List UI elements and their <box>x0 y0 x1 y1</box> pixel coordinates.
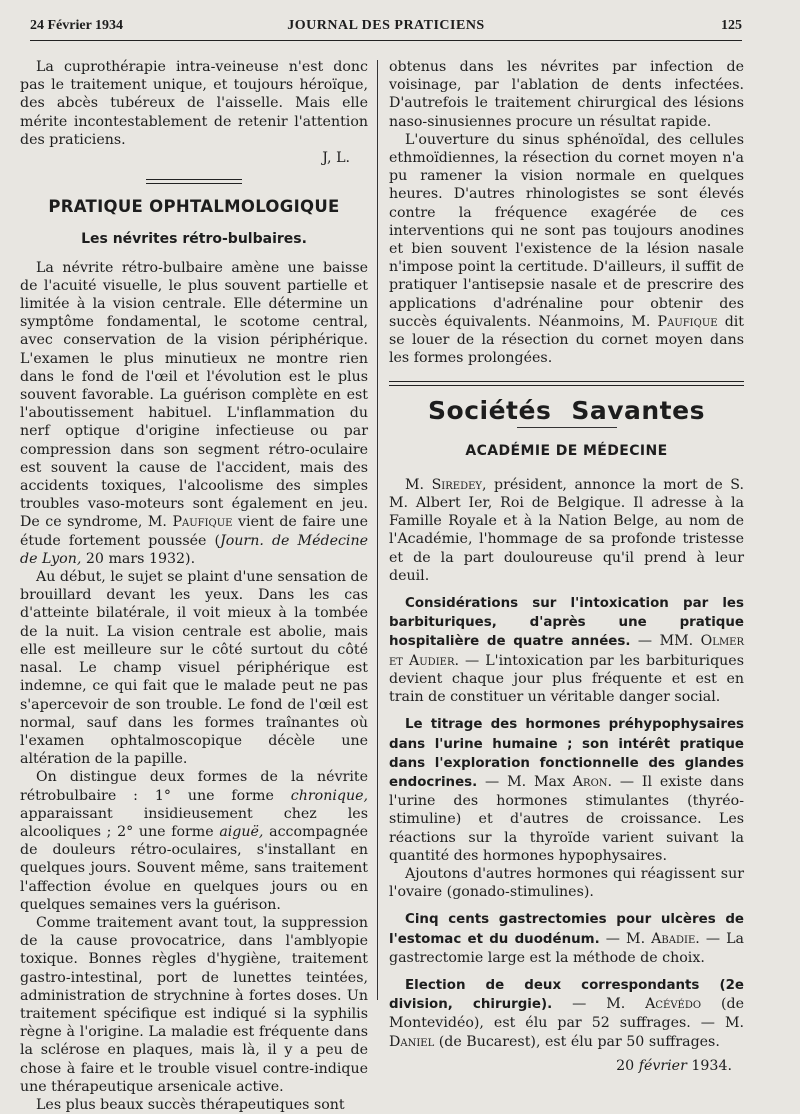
paragraph-3: On distingue deux formes de la névrite rétrobulbaire : 1° une forme chronique, apparaissant insidieusement chez les alcooliques ; 2° une forme aiguë, accompagnée de douleurs rétro-oculaires, s'installant en quelques jours. Souvent même, sans traitement l'affection évolue en quelques jours ou en quelques semaines vers la guérison. <box>20 769 369 913</box>
academie-announcement: M. Siredey, président, annonce la mort de S. M. Albert Ier, Roi de Belgique. Il adresse à la Famille Royale et à la Nation Belge, au nom de l'Académie, l'hommage de sa profonde tristesse et de la part douloureuse qu'il prend à leur deuil. <box>389 476 744 584</box>
communication-gastrectomies: Cinq cents gastrectomies pour ulcères de l'estomac et du duodénum. — M. Abadie. — La gastrectomie large est la méthode de choix. <box>389 912 745 966</box>
left-column <box>20 58 368 1114</box>
header-journal-title: JOURNAL DES PRATICIENS <box>287 18 485 33</box>
intro-paragraph: La cuprothérapie intra-veineuse n'est donc pas le traitement unique, et toujours héroïque, des abcès tubéreux de l'aisselle. Mais elle mérite incontestablement de retenir l'attention des praticiens. <box>20 59 368 148</box>
page-header <box>30 18 742 38</box>
paragraph-6: L'ouverture du sinus sphénoïdal, des cellules ethmoïdiennes, la résection du cornet moyen n'a pu ramener la vision normale en quelques heures. D'autres rhinologistes se sont élevés contre la fréquence exagérée de ces interventions qui ne sont pas toujours anodines et bien souvent l'existence de la lésion nasale n'impose point la certitude. D'ailleurs, il suffit de pratiquer l'antisepsie nasale et de prescrire des applications d'adrénaline pour obtenir des succès équivalents. Néanmoins, M. Paufique dit se louer de la résection du cornet moyen dans les formes prolongées. <box>389 131 745 367</box>
continuation-paragraph: obtenus dans les névrites par infection de voisinage, par l'ablation de dents infectées. D'autrefois le traitement chirurgical des lésions naso-sinusiennes procure un résultat rapide. <box>389 59 744 130</box>
column-divider <box>377 60 378 1000</box>
communication-election: Election de deux correspondants (2e division, chirurgie). — M. Acévédo (de Montevidéo), est élu par 52 suffrages. — M. Daniel (de Bucarest), est élu par 50 suffrages. <box>389 977 744 1050</box>
communication-hormones: Le titrage des hormones préhypophysaires dans l'urine humaine ; son intérêt pratique dans l'exploration fonctionnelle des glandes endocrines. — M. Max Aron. — Il existe dans l'urine des hormones stimulantes (thyréo-stimuline) et d'autres de croissance. Les réactions sur la thyroïde varient suivant la quantité des hormones hypophysaires. <box>389 717 744 864</box>
paragraph-1: La névrite rétro-bulbaire amène une baisse de l'acuité visuelle, le plus souvent partielle et limitée à la vision centrale. Elle détermine un symptôme fondamental, le scotome central, avec conservation de la vision périphérique. L'examen le plus minutieux ne montre rien dans le fond de l'œil et l'évolution est le plus souvent favorable. La guérison complète en est l'aboutissement habituel. L'inflammation du nerf optique d'origine infectieuse ou par compression dans son segment rétro-oculaire est souvent la cause de l'accident, mais des accidents toxiques, l'alcoolisme des simples troubles vaso-moteurs sont également en jeu. De ce syndrome, M. Paufique vient de faire une étude fortement poussée (Journ. de Médecine de Lyon, 20 mars 1932). <box>20 259 368 567</box>
paragraph-4: Comme traitement avant tout, la suppression de la cause provocatrice, dans l'amblyopie toxique. Bonnes règles d'hygiène, traitement gastro-intestinal, port de lunettes teintées, administration de strychnine à fortes doses. Un traitement spécifique est indiqué si la syphilis règne à l'origine. La maladie est fréquente dans la sclérose en plaques, mais là, il y a peu de chose à faire et le trouble visuel contre-indique une thérapeutique arsenicale active. <box>20 914 368 1095</box>
article-subtitle: Les névrites rétro-bulbaires. <box>81 231 307 248</box>
author-name: Paufique <box>657 313 718 330</box>
ornament-rule <box>146 179 242 184</box>
author-signature: J, L. <box>322 150 350 167</box>
right-column <box>389 58 744 1075</box>
societes-savantes-heading: Sociétés Savantes <box>428 396 705 426</box>
double-rule <box>389 381 744 386</box>
paragraph-2: Au début, le sujet se plaint d'une sensation de brouillard devant les yeux. Dans les cas d'atteinte bilatérale, il voit mieux à la tombée de la nuit. La vision centrale est abolie, mais elle est meilleure sur le côté surtout du côté nasal. Le champ visuel périphérique est indemne, ce qui fait que le malade peut ne pas s'apercevoir de son trouble. Le fond de l'œil est normal, sauf dans les formes traînantes où l'examen ophtalmoscopique décèle une altération de la papille. <box>20 569 368 768</box>
section-title: PRATIQUE OPHTALMOLOGIQUE <box>48 197 340 217</box>
communication-hormones-addendum: Ajoutons d'autres hormones qui réagissent sur l'ovaire (gonado-stimulines). <box>389 865 744 901</box>
paragraph-5: Les plus beaux succès thérapeutiques sont <box>36 1096 345 1113</box>
author-name: Paufique <box>172 514 233 531</box>
academie-heading: ACADÉMIE DE MÉDECINE <box>465 442 668 459</box>
header-rule <box>30 40 742 41</box>
short-rule <box>517 427 617 428</box>
header-page-number: 125 <box>721 18 742 33</box>
communication-barbituriques: Considérations sur l'intoxication par les barbituriques, d'après une pratique hospitalière de quatre années. — MM. Olmer et Audier. — L'intoxication par les barbituriques devient chaque jour plus fréquente et est en train de constituer un véritable danger social. <box>389 596 745 706</box>
journal-reference: Journ. de Médecine de Lyon, <box>20 532 368 567</box>
report-date: 20 février 1934. <box>616 1057 732 1074</box>
header-date: 24 Février 1934 <box>30 18 124 33</box>
